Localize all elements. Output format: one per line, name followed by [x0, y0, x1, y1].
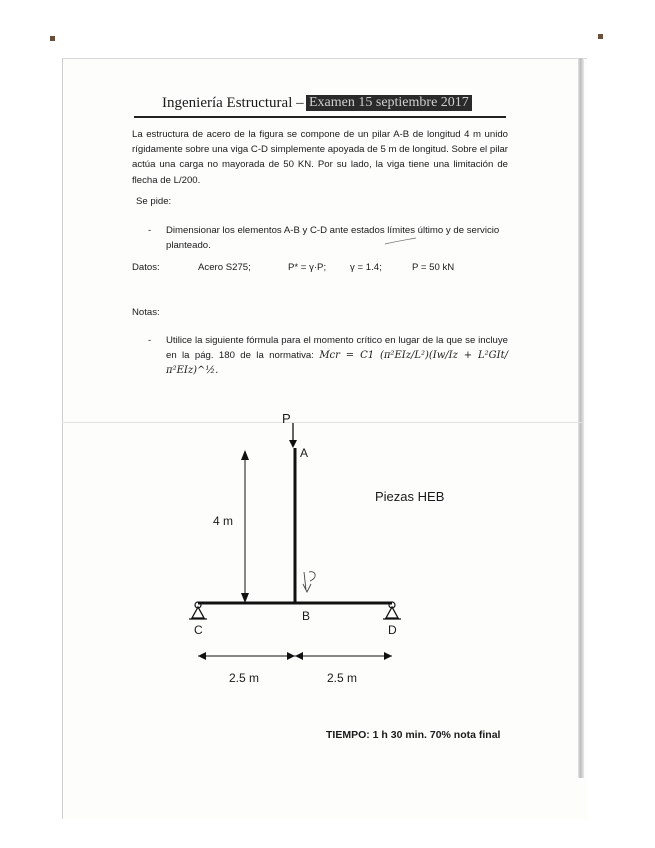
- se-pide-label: Se pide:: [136, 196, 172, 207]
- title-text: Ingeniería Estructural –: [162, 95, 304, 111]
- pieces-label: Piezas HEB: [375, 489, 445, 504]
- bullet-dash: -: [148, 335, 152, 346]
- se-pide-item-text: Dimensionar los elementos A-B y C-D ante estados límites último y de servicio planteado.: [166, 225, 500, 251]
- span-arrow-mid-left: [287, 652, 295, 660]
- load-label: P: [282, 411, 291, 426]
- pencil-annotation-icon: [303, 572, 315, 592]
- span-left-label: 2.5 m: [229, 671, 260, 685]
- span-arrow-right: [384, 652, 392, 660]
- datos-gamma: γ = 1.4;: [350, 262, 382, 273]
- node-a-label: A: [300, 446, 309, 460]
- notas-item-text: Utilice la siguiente fórmula para el momento crítico en lugar de la que se incluye en la pág. 180 de la normativa:: [166, 335, 508, 361]
- span-arrow-left: [198, 652, 206, 660]
- support-c: [189, 602, 207, 619]
- critical-moment-formula: Mcr = C1 (π²EIz/L²)(Iw/Iz + L²GIt/π²EIz)^½.: [166, 350, 508, 376]
- node-c-label: C: [194, 623, 203, 637]
- node-d-label: D: [388, 623, 397, 637]
- notas-label: Notas:: [132, 307, 160, 318]
- support-d: [383, 602, 401, 619]
- datos-steel: Acero S275;: [198, 262, 251, 273]
- datos-pstar: P* = γ·P;: [288, 262, 327, 273]
- load-arrow-head: [289, 440, 297, 448]
- span-arrow-mid-right: [295, 652, 303, 660]
- datos-p: P = 50 kN: [412, 262, 455, 273]
- pencil-mark-icon: [385, 238, 416, 244]
- span-right-label: 2.5 m: [327, 671, 358, 685]
- datos-label: Datos:: [132, 262, 160, 273]
- node-b-label: B: [302, 609, 311, 623]
- title-date-highlight: Examen 15 septiembre 2017: [306, 95, 472, 111]
- exam-time-note: TIEMPO: 1 h 30 min. 70% nota final: [326, 729, 501, 741]
- height-label: 4 m: [213, 514, 234, 528]
- height-arrow-top: [241, 450, 249, 460]
- problem-statement: La estructura de acero de la figura se compone de un pilar A-B de longitud 4 m unido rígidamente sobre una viga C-D simplemente apoyada de 5 m de longitud. Sobre el pilar actúa una carga no mayorada de 50 KN. Por su lado, la viga tiene una limitación de flecha de L/200.: [132, 129, 508, 186]
- bullet-dash: -: [148, 225, 152, 236]
